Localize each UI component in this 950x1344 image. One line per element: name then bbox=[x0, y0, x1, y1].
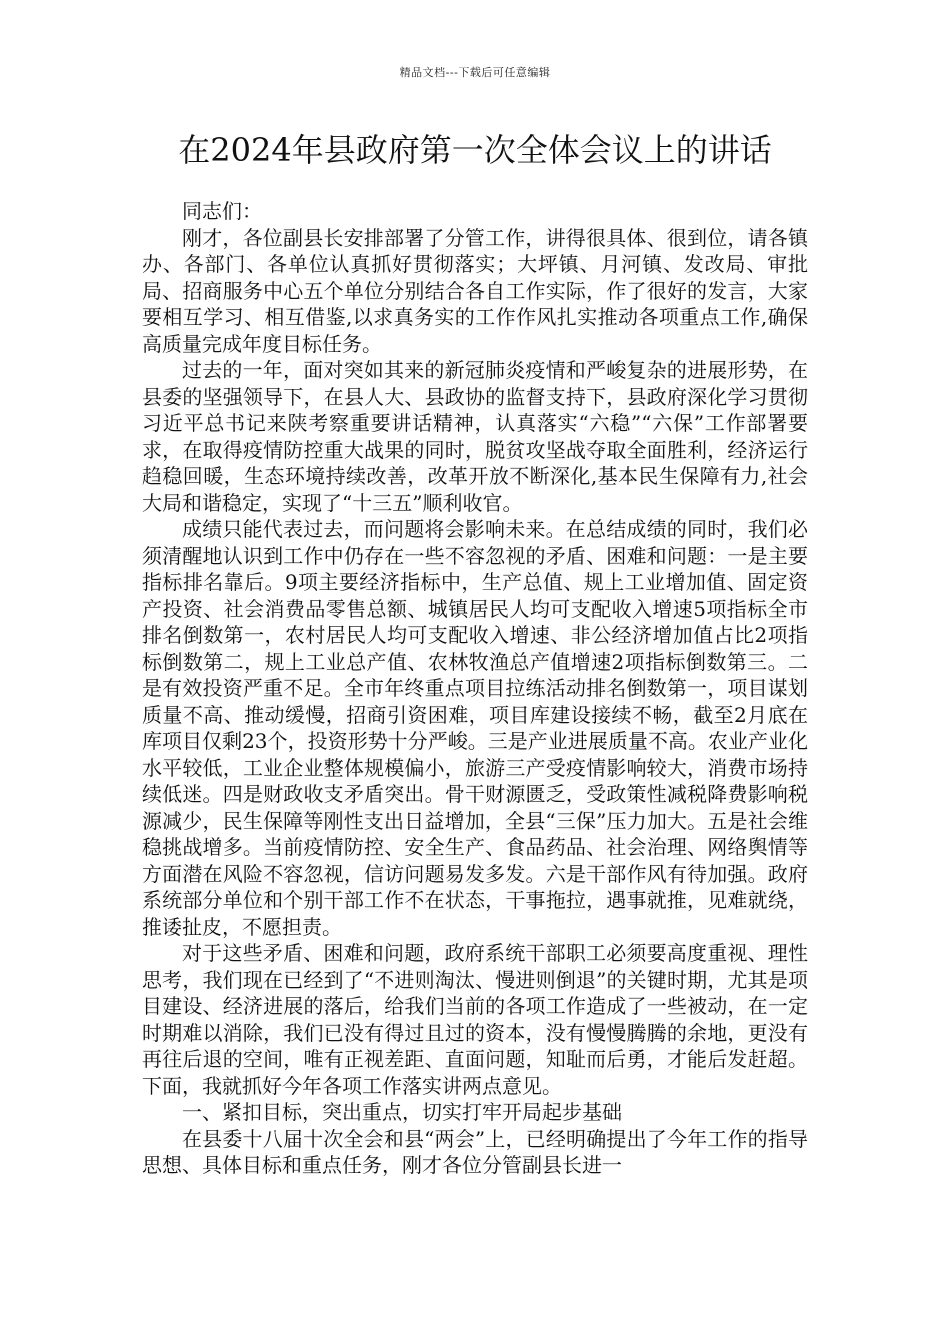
salutation-paragraph: 同志们： bbox=[182, 199, 262, 223]
page-header-note: 精品文档---下载后可任意编辑 bbox=[399, 66, 551, 79]
document-title: 在2024年县政府第一次全体会议上的讲话 bbox=[178, 131, 772, 169]
body-paragraph: 在县委十八届十次全会和县“两会”上，已经明确提出了今年工作的指导思想、具体目标和重点任务，刚才各位分管副县长进一 bbox=[142, 1126, 808, 1177]
body-paragraph: 过去的一年，面对突如其来的新冠肺炎疫情和严峻复杂的进展形势，在县委的坚强领导下，在县人大、县政协的监督支持下，县政府深化学习贯彻习近平总书记来陕考察重要讲话精神，认真落实“六稳”“六保”工作部署要求，在取得疫情防控重大战果的同时，脱贫攻坚战夺取全面胜利，经济运行趋稳回暖，生态环境持续改善，改革开放不断深化,基本民生保障有力,社会大局和谐稳定，实现了“十三五”顺利收官。 bbox=[142, 358, 808, 515]
section-heading: 一、紧扣目标，突出重点，切实打牢开局起步基础 bbox=[182, 1100, 622, 1124]
body-paragraph: 刚才，各位副县长安排部署了分管工作，讲得很具体、很到位，请各镇办、各部门、各单位认真抓好贯彻落实；大坪镇、月河镇、发改局、审批局、招商服务中心五个单位分别结合各自工作实际，作了很好的发言，大家要相互学习、相互借鉴,以求真务实的工作作风扎实推动各项重点工作,确保高质量完成年度目标任务。 bbox=[142, 225, 808, 356]
body-paragraph: 成绩只能代表过去，而问题将会影响未来。在总结成绩的同时，我们必须清醒地认识到工作中仍存在一些不容忽视的矛盾、困难和问题：一是主要指标排名靠后。9项主要经济指标中，生产总值、规上工业增加值、固定资产投资、社会消费品零售总额、城镇居民人均可支配收入增速5项指标全市排名倒数第一，农村居民人均可支配收入增速、非公经济增加值占比2项指标倒数第二，规上工业总产值、农林牧渔总产值增速2项指标倒数第三。二是有效投资严重不足。全市年终重点项目拉练活动排名倒数第一，项目谋划质量不高、推动缓慢，招商引资困难，项目库建设接续不畅，截至2月底在库项目仅剩23个，投资形势十分严峻。三是产业进展质量不高。农业产业化水平较低，工业企业整体规模偏小，旅游三产受疫情影响较大，消费市场持续低迷。四是财政收支矛盾突出。骨干财源匮乏，受政策性减税降费影响税源减少，民生保障等刚性支出日益增加，全县“三保”压力加大。五是社会维稳挑战增多。当前疫情防控、安全生产、食品药品、社会治理、网络舆情等方面潜在风险不容忽视，信访问题易发多发。六是干部作风有待加强。政府系统部分单位和个别干部工作不在状态，干事拖拉，遇事就推，见难就绕，推诿扯皮，不愿担责。 bbox=[142, 517, 808, 939]
document-body bbox=[142, 198, 808, 1179]
body-paragraph: 对于这些矛盾、困难和问题，政府系统干部职工必须要高度重视、理性思考，我们现在已经到了“不进则淘汰、慢进则倒退”的关键时期，尤其是项目建设、经济进展的落后，给我们当前的各项工作造成了一些被动，在一定时期难以消除，我们已没有得过且过的资本，没有慢慢腾腾的余地，更没有再往后退的空间，唯有正视差距、直面问题，知耻而后勇，才能后发赶超。下面，我就抓好今年各项工作落实讲两点意见。 bbox=[142, 941, 808, 1098]
